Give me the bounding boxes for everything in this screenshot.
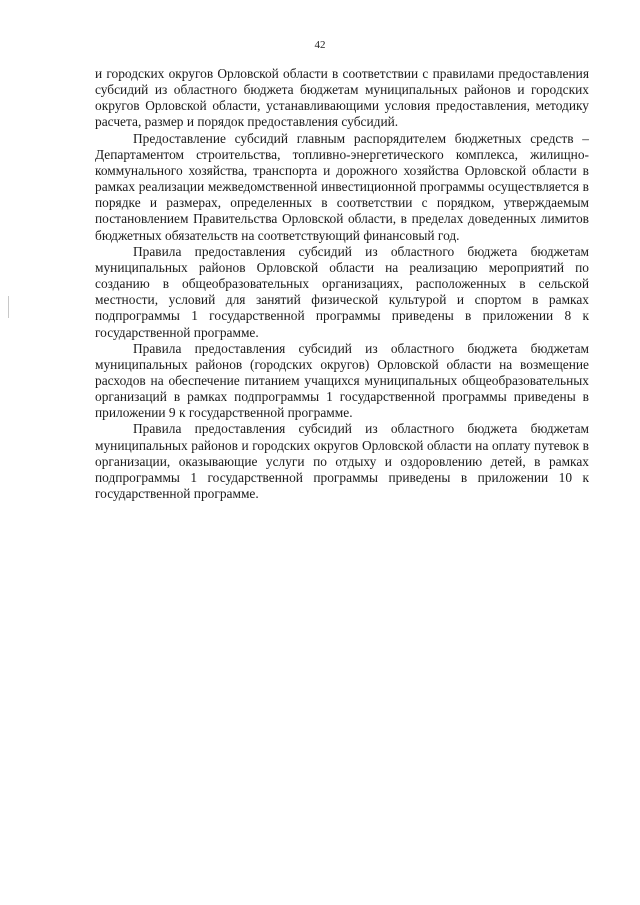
paragraph-rules-appendix-9: Правила предоставления субсидий из областного бюджета бюджетам муниципальных районов (городских округов) Орловской области на возмещение расходов на обеспечение питанием учащихся муниципальных общеобразовательных организаций в рамках подпрограммы 1 государственной программы приведены в приложении 9 к государственной программе. xyxy=(95,340,589,421)
paragraph-subsidy-provision: Предоставление субсидий главным распорядителем бюджетных средств – Департаментом строительства, топливно-энергетического комплекса, жилищно-коммунального хозяйства, транспорта и дорожного хозяйства Орловской области в рамках реализации межведомственной инвестиционной программы осуществляется в порядке и размерах, определенных в соответствии с порядком, утверждаемым постановлением Правительства Орловской области, в пределах доведенных лимитов бюджетных обязательств на соответствующий финансовый год. xyxy=(95,130,589,243)
document-body xyxy=(95,66,589,502)
page-number: 42 xyxy=(314,39,326,51)
paragraph-continuation: и городских округов Орловской области в соответствии с правилами предоставления субсидий из областного бюджета бюджетам муниципальных районов и городских округов Орловской области, устанавливающими условия предоставления, методику расчета, размер и порядок предоставления субсидий. xyxy=(95,66,589,130)
paragraph-rules-appendix-10: Правила предоставления субсидий из областного бюджета бюджетам муниципальных районов и городских округов Орловской области на оплату путевок в организации, оказывающие услуги по отдыху и оздоровлению детей, в рамках подпрограммы 1 государственной программы приведены в приложении 10 к государственной программе. xyxy=(95,421,589,502)
paragraph-rules-appendix-8: Правила предоставления субсидий из областного бюджета бюджетам муниципальных районов Орловской области на реализацию мероприятий по созданию в общеобразовательных организациях, расположенных в сельской местности, условий для занятий физической культурой и спортом в рамках подпрограммы 1 государственной программы приведены в приложении 8 к государственной программе. xyxy=(95,243,589,340)
scan-margin-mark xyxy=(8,296,9,318)
